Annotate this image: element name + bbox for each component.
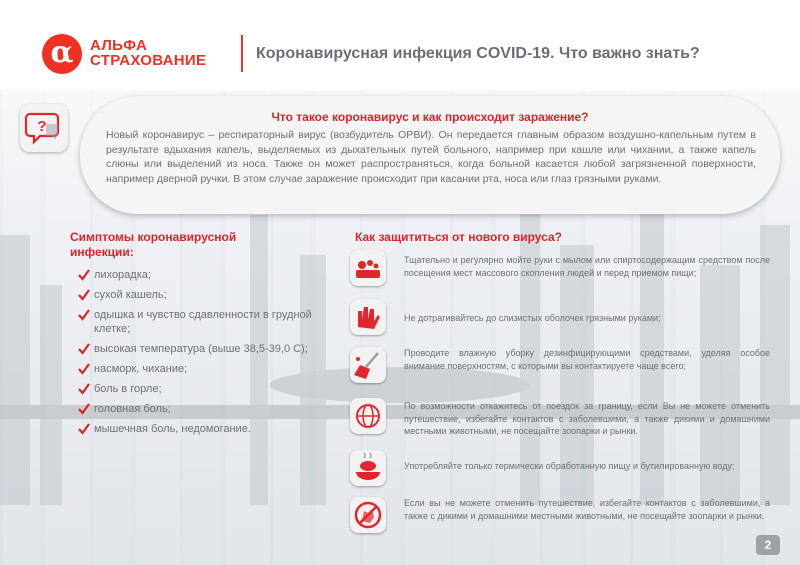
list-item bbox=[78, 402, 328, 416]
protection-text: Проводите влажную уборку дезинфицирующими средствами, уделяя особое внимание поверхностям, с которыми вы контактируете чаще всего; bbox=[404, 348, 770, 371]
symptom-text: насморк, чихание; bbox=[94, 363, 188, 375]
page-number: 2 bbox=[756, 535, 780, 555]
checkmark-icon bbox=[78, 382, 90, 396]
list-item bbox=[78, 382, 328, 396]
cleaning-broom-icon bbox=[350, 347, 386, 383]
no-animals-icon bbox=[350, 497, 386, 533]
info-title: Что такое коронавирус и как происходит заражение? bbox=[271, 110, 589, 124]
checkmark-icon bbox=[78, 342, 90, 356]
list-item bbox=[78, 422, 328, 436]
symptom-text: головная боль; bbox=[94, 403, 171, 415]
list-item bbox=[78, 308, 328, 336]
protection-text: Тщательно и регулярно мойте руки с мылом или спиртосодержащим средством после посещения мест массового скопления людей и перед приемом пищи; bbox=[404, 255, 770, 278]
brand-name-line-1: АЛЬФА bbox=[90, 37, 148, 54]
protection-text: По возможности откажитесь от поездок за границу, если Вы не можете отменить путешествие, избегайте контактов с заболевшими, а также дикими и домашними местными животными, не посещайте зоопарки и рынки. bbox=[404, 401, 770, 436]
travel-globe-icon bbox=[350, 398, 386, 434]
list-item bbox=[78, 342, 328, 356]
symptom-text: одышка и чувство сдавленности в грудной клетке; bbox=[94, 309, 312, 335]
checkmark-icon bbox=[78, 268, 90, 282]
symptoms-list bbox=[78, 268, 328, 442]
checkmark-icon bbox=[78, 288, 90, 302]
symptoms-title: Симптомы коронавирусной инфекции: bbox=[70, 230, 237, 259]
cooked-food-icon bbox=[350, 450, 386, 486]
header-divider bbox=[241, 35, 243, 72]
svg-text:?: ? bbox=[37, 118, 47, 135]
info-card bbox=[80, 96, 780, 214]
checkmark-icon bbox=[78, 422, 90, 436]
list-item bbox=[78, 362, 328, 376]
list-item bbox=[78, 268, 328, 282]
list-item bbox=[78, 288, 328, 302]
symptom-text: высокая температура (выше 38,5-39,0 С); bbox=[94, 343, 308, 355]
checkmark-icon bbox=[78, 362, 90, 376]
brand-name-line-2: СТРАХОВАНИЕ bbox=[90, 52, 207, 69]
symptom-text: боль в горле; bbox=[94, 383, 162, 395]
protection-title: Как защититься от нового вируса? bbox=[355, 230, 562, 244]
question-bubble-icon bbox=[20, 104, 68, 152]
protection-text: Употребляйте только термически обработанную пищу и бутилированную воду; bbox=[404, 461, 735, 471]
checkmark-icon bbox=[78, 402, 90, 416]
info-text: Новый коронавирус – респираторный вирус (возбудитель ОРВИ). Он передается главным образом воздушно-капельным путем в результате вдыхания капель, выделяемых из дыхательных путей больного, например при кашле или чихании, а также капель слюны или выделений из носа. Также он может распространяться, когда больной касается любой загрязненной поверхности, например дверной ручки. В этом случае заражение происходит при касании рта, носа или глаз грязными руками. bbox=[106, 129, 756, 185]
protection-text: Не дотрагивайтесь до слизистых оболочек грязными руками; bbox=[404, 313, 661, 323]
brand-name bbox=[90, 38, 230, 68]
hand-washing-icon bbox=[350, 250, 386, 286]
brand-logo-icon: α bbox=[42, 34, 82, 74]
page-title: Коронавирусная инфекция COVID-19. Что важно знать? bbox=[256, 45, 700, 62]
symptom-text: сухой кашель; bbox=[94, 289, 167, 301]
checkmark-icon bbox=[78, 308, 90, 322]
protection-text: Если вы не можете отменить путешествие, избегайте контактов с заболевшими, а также с дикими и домашними местными животными, не посещайте зоопарки и рынки. bbox=[404, 498, 770, 521]
symptom-text: мышечная боль, недомогание. bbox=[94, 423, 251, 435]
header-bar bbox=[0, 0, 800, 90]
no-touch-face-icon bbox=[350, 299, 386, 335]
symptom-text: лихорадка; bbox=[94, 269, 151, 281]
